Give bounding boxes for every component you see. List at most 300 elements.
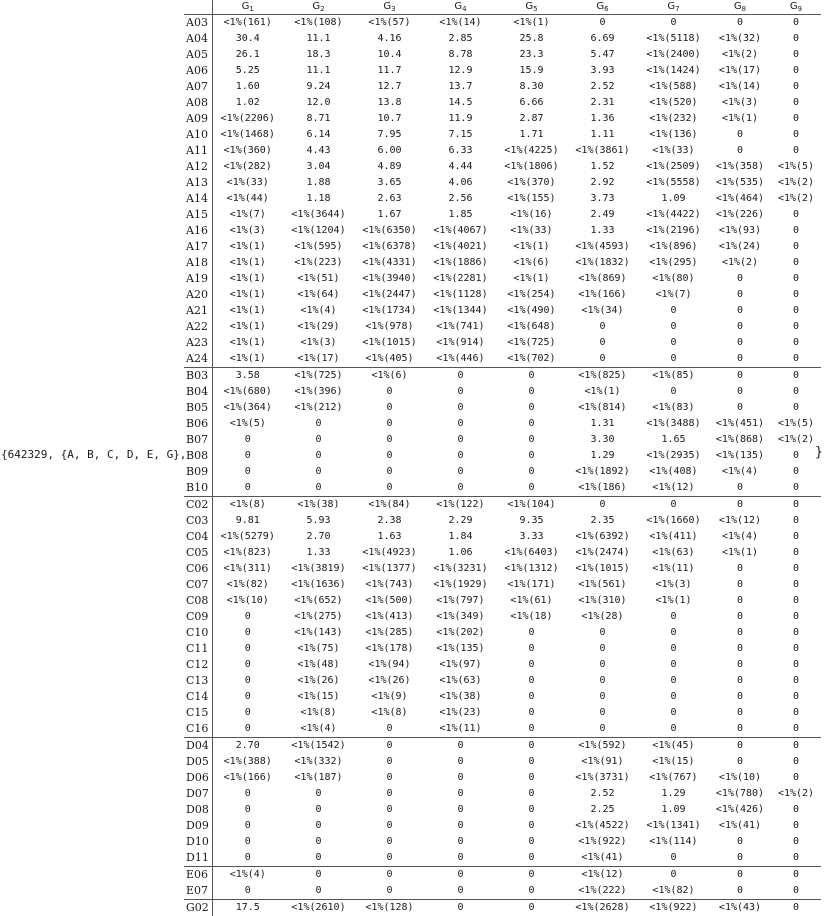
table-cell: 0 xyxy=(354,850,425,867)
table-row xyxy=(184,319,821,335)
table-cell: <1%(5) xyxy=(771,159,821,175)
table-cell: <1%(1636) xyxy=(283,577,354,593)
table-cell: <1%(1) xyxy=(212,335,283,351)
table-cell: 0 xyxy=(771,351,821,368)
table-cell: 5.47 xyxy=(567,47,638,63)
column-header-index: 6 xyxy=(604,5,608,13)
table-cell: 2.49 xyxy=(567,207,638,223)
table-cell: <1%(4593) xyxy=(567,239,638,255)
table-cell: <1%(922) xyxy=(567,834,638,850)
table-cell: 1.29 xyxy=(567,448,638,464)
table-cell: <1%(588) xyxy=(638,79,709,95)
table-cell: 0 xyxy=(425,850,496,867)
table-cell: <1%(3731) xyxy=(567,770,638,786)
table-cell: 1.31 xyxy=(567,416,638,432)
table-cell: <1%(32) xyxy=(709,31,771,47)
table-cell: <1%(1015) xyxy=(354,335,425,351)
table-cell: 0 xyxy=(425,416,496,432)
table-cell: <1%(295) xyxy=(638,255,709,271)
table-cell: <1%(2) xyxy=(709,255,771,271)
table-cell: 0 xyxy=(283,432,354,448)
table-cell: 0 xyxy=(771,673,821,689)
table-cell: <1%(2281) xyxy=(425,271,496,287)
table-cell: 0 xyxy=(567,351,638,368)
table-cell: 0 xyxy=(771,47,821,63)
table-cell: <1%(4) xyxy=(283,303,354,319)
table-cell: 2.56 xyxy=(425,191,496,207)
table-cell: <1%(349) xyxy=(425,609,496,625)
table-cell: 11.1 xyxy=(283,63,354,79)
table-cell: <1%(12) xyxy=(638,480,709,497)
table-cell: 0 xyxy=(496,770,567,786)
table-cell: 0 xyxy=(283,786,354,802)
table-cell: <1%(360) xyxy=(212,143,283,159)
column-header-g1 xyxy=(212,0,283,15)
table-cell: 0 xyxy=(496,384,567,400)
table-cell: 0 xyxy=(771,255,821,271)
row-label: B03 xyxy=(184,368,212,385)
table-cell: 0 xyxy=(212,432,283,448)
table-cell: 0 xyxy=(771,95,821,111)
row-label: C14 xyxy=(184,689,212,705)
table-cell: <1%(6392) xyxy=(567,529,638,545)
table-cell: <1%(91) xyxy=(567,754,638,770)
table-cell: 0 xyxy=(354,786,425,802)
table-cell: <1%(5118) xyxy=(638,31,709,47)
row-label: A14 xyxy=(184,191,212,207)
table-cell: 0 xyxy=(638,625,709,641)
table-cell: 0 xyxy=(425,384,496,400)
output-suffix: } xyxy=(815,445,823,461)
table-cell: <1%(561) xyxy=(567,577,638,593)
table-cell: 0 xyxy=(496,689,567,705)
table-cell: <1%(9) xyxy=(354,689,425,705)
output-prefix: {642329, {A, B, C, D, E, G}, xyxy=(1,447,186,463)
table-cell: <1%(15) xyxy=(283,689,354,705)
table-cell: 11.7 xyxy=(354,63,425,79)
table-cell: 0 xyxy=(771,689,821,705)
table-cell: <1%(33) xyxy=(496,223,567,239)
table-cell: <1%(741) xyxy=(425,319,496,335)
table-row xyxy=(184,143,821,159)
table-cell: 0 xyxy=(567,721,638,738)
table-cell: <1%(1542) xyxy=(283,738,354,755)
table-cell: 0 xyxy=(638,303,709,319)
table-row xyxy=(184,867,821,884)
table-cell: <1%(3819) xyxy=(283,561,354,577)
table-cell: 3.73 xyxy=(567,191,638,207)
table-row xyxy=(184,641,821,657)
row-label: A03 xyxy=(184,15,212,32)
table-row xyxy=(184,770,821,786)
table-cell: <1%(136) xyxy=(638,127,709,143)
table-cell: 0 xyxy=(709,15,771,32)
table-cell: 0 xyxy=(425,738,496,755)
header-row xyxy=(184,0,821,15)
row-label: C12 xyxy=(184,657,212,673)
table-cell: 17.5 xyxy=(212,900,283,916)
table-cell: 1.65 xyxy=(638,432,709,448)
table-cell: 12.0 xyxy=(283,95,354,111)
table-cell: 1.36 xyxy=(567,111,638,127)
table-cell: 0 xyxy=(496,834,567,850)
table-cell: 0 xyxy=(496,448,567,464)
table-cell: 0 xyxy=(567,641,638,657)
table-row xyxy=(184,15,821,32)
table-cell: 0 xyxy=(354,802,425,818)
table-cell: <1%(75) xyxy=(283,641,354,657)
table-cell: 2.63 xyxy=(354,191,425,207)
row-label: C03 xyxy=(184,513,212,529)
table-cell: <1%(2206) xyxy=(212,111,283,127)
table-cell: 5.93 xyxy=(283,513,354,529)
table-cell: 0 xyxy=(709,497,771,514)
table-cell: 0 xyxy=(425,448,496,464)
table-cell: 0 xyxy=(771,883,821,900)
table-row xyxy=(184,271,821,287)
table-cell: 0 xyxy=(771,79,821,95)
table-cell: 0 xyxy=(709,127,771,143)
row-label: C05 xyxy=(184,545,212,561)
table-cell: 3.33 xyxy=(496,529,567,545)
row-label: C02 xyxy=(184,497,212,514)
table-cell: 0 xyxy=(212,464,283,480)
table-cell: 26.1 xyxy=(212,47,283,63)
table-cell: 3.04 xyxy=(283,159,354,175)
column-header-letter: G xyxy=(790,1,798,12)
table-cell: 0 xyxy=(283,818,354,834)
table-cell: 11.9 xyxy=(425,111,496,127)
table-cell: <1%(592) xyxy=(567,738,638,755)
table-cell: <1%(451) xyxy=(709,416,771,432)
table-cell: 0 xyxy=(771,400,821,416)
table-cell: 1.33 xyxy=(283,545,354,561)
table-cell: <1%(12) xyxy=(567,867,638,884)
table-cell: 0 xyxy=(425,480,496,497)
table-cell: 0 xyxy=(771,593,821,609)
table-cell: 0 xyxy=(771,802,821,818)
table-cell: 0 xyxy=(771,738,821,755)
table-cell: <1%(3940) xyxy=(354,271,425,287)
table-cell: <1%(122) xyxy=(425,497,496,514)
table-cell: <1%(1806) xyxy=(496,159,567,175)
table-cell: <1%(1) xyxy=(709,545,771,561)
table-cell: <1%(405) xyxy=(354,351,425,368)
table-cell: 9.35 xyxy=(496,513,567,529)
table-cell: 0 xyxy=(771,657,821,673)
table-cell: <1%(4422) xyxy=(638,207,709,223)
row-label: A12 xyxy=(184,159,212,175)
table-cell: <1%(11) xyxy=(638,561,709,577)
table-cell: 0 xyxy=(425,834,496,850)
row-label: A08 xyxy=(184,95,212,111)
table-row xyxy=(184,497,821,514)
table-cell: 0 xyxy=(212,673,283,689)
table-cell: 0 xyxy=(283,464,354,480)
table-cell: 0 xyxy=(709,738,771,755)
table-cell: <1%(767) xyxy=(638,770,709,786)
table-cell: <1%(4) xyxy=(709,464,771,480)
table-row xyxy=(184,191,821,207)
table-cell: 0 xyxy=(709,351,771,368)
table-cell: <1%(2474) xyxy=(567,545,638,561)
table-cell: <1%(2628) xyxy=(567,900,638,916)
table-cell: 0 xyxy=(771,513,821,529)
table-cell: <1%(14) xyxy=(425,15,496,32)
table-cell: 10.7 xyxy=(354,111,425,127)
column-header-letter: G xyxy=(525,1,533,12)
table-cell: 0 xyxy=(771,223,821,239)
table-cell: 0 xyxy=(425,883,496,900)
table-cell: 7.95 xyxy=(354,127,425,143)
table-cell: <1%(490) xyxy=(496,303,567,319)
table-cell: <1%(3231) xyxy=(425,561,496,577)
table-cell: 3.93 xyxy=(567,63,638,79)
row-label: A10 xyxy=(184,127,212,143)
table-cell: <1%(1204) xyxy=(283,223,354,239)
table-cell: 0 xyxy=(354,834,425,850)
table-cell: 2.87 xyxy=(496,111,567,127)
column-header-index: 8 xyxy=(742,5,746,13)
table-cell: <1%(388) xyxy=(212,754,283,770)
table-cell: <1%(4522) xyxy=(567,818,638,834)
table-cell: <1%(3) xyxy=(212,223,283,239)
table-cell: <1%(61) xyxy=(496,593,567,609)
table-cell: <1%(868) xyxy=(709,432,771,448)
table-cell: 0 xyxy=(425,770,496,786)
table-cell: <1%(2196) xyxy=(638,223,709,239)
table-cell: 0 xyxy=(771,850,821,867)
table-cell: 0 xyxy=(771,529,821,545)
table-cell: <1%(396) xyxy=(283,384,354,400)
table-row xyxy=(184,416,821,432)
table-cell: 1.09 xyxy=(638,191,709,207)
table-cell: 1.88 xyxy=(283,175,354,191)
table-cell: 0 xyxy=(709,867,771,884)
table-cell: <1%(1015) xyxy=(567,561,638,577)
table-cell: 0 xyxy=(496,802,567,818)
row-label: B04 xyxy=(184,384,212,400)
table-cell: 1.85 xyxy=(425,207,496,223)
table-cell: <1%(446) xyxy=(425,351,496,368)
table-cell: 0 xyxy=(496,850,567,867)
table-cell: <1%(6) xyxy=(354,368,425,385)
table-cell: <1%(3861) xyxy=(567,143,638,159)
table-cell: 0 xyxy=(771,641,821,657)
table-cell: 0 xyxy=(425,368,496,385)
table-cell: <1%(166) xyxy=(212,770,283,786)
table-cell: <1%(1929) xyxy=(425,577,496,593)
table-cell: 0 xyxy=(496,900,567,916)
table-cell: <1%(1312) xyxy=(496,561,567,577)
table-row xyxy=(184,577,821,593)
row-label: A07 xyxy=(184,79,212,95)
table-row xyxy=(184,79,821,95)
table-cell: <1%(226) xyxy=(709,207,771,223)
table-cell: 2.38 xyxy=(354,513,425,529)
table-header xyxy=(184,0,821,15)
table-cell: <1%(1) xyxy=(212,239,283,255)
table-cell: 1.02 xyxy=(212,95,283,111)
table-row xyxy=(184,432,821,448)
table-cell: 0 xyxy=(638,689,709,705)
table-cell: <1%(1) xyxy=(638,593,709,609)
column-header-g8 xyxy=(709,0,771,15)
row-label: C08 xyxy=(184,593,212,609)
row-label: C13 xyxy=(184,673,212,689)
table-cell: 0 xyxy=(354,770,425,786)
table-cell: <1%(743) xyxy=(354,577,425,593)
table-cell: <1%(38) xyxy=(283,497,354,514)
table-row xyxy=(184,255,821,271)
table-cell: <1%(1) xyxy=(212,271,283,287)
table-cell: <1%(5) xyxy=(212,416,283,432)
table-cell: <1%(161) xyxy=(212,15,283,32)
table-cell: 6.69 xyxy=(567,31,638,47)
table-cell: <1%(311) xyxy=(212,561,283,577)
table-cell: <1%(94) xyxy=(354,657,425,673)
table-cell: 0 xyxy=(771,287,821,303)
table-cell: <1%(814) xyxy=(567,400,638,416)
table-cell: 0 xyxy=(425,867,496,884)
table-cell: <1%(869) xyxy=(567,271,638,287)
table-cell: 0 xyxy=(212,834,283,850)
row-label: B05 xyxy=(184,400,212,416)
table-cell: 0 xyxy=(771,15,821,32)
table-cell: <1%(83) xyxy=(638,400,709,416)
table-cell: 0 xyxy=(709,834,771,850)
table-cell: 0 xyxy=(212,786,283,802)
table-cell: <1%(310) xyxy=(567,593,638,609)
table-row xyxy=(184,705,821,721)
column-header-letter: G xyxy=(734,1,742,12)
row-label: A20 xyxy=(184,287,212,303)
table-cell: <1%(2) xyxy=(771,432,821,448)
table-cell: 0 xyxy=(709,384,771,400)
table-cell: 1.11 xyxy=(567,127,638,143)
table-cell: 2.85 xyxy=(425,31,496,47)
row-label: C04 xyxy=(184,529,212,545)
table-cell: 0 xyxy=(709,850,771,867)
table-cell: 0 xyxy=(638,705,709,721)
column-header-g9 xyxy=(771,0,821,15)
table-cell: 0 xyxy=(709,593,771,609)
row-label: C15 xyxy=(184,705,212,721)
table-cell: <1%(10) xyxy=(709,770,771,786)
table-cell: 0 xyxy=(771,867,821,884)
table-cell: <1%(104) xyxy=(496,497,567,514)
column-header-index: 5 xyxy=(533,5,537,13)
table-cell: 0 xyxy=(709,303,771,319)
table-row xyxy=(184,561,821,577)
table-cell: <1%(8) xyxy=(354,705,425,721)
table-row xyxy=(184,900,821,916)
table-cell: 0 xyxy=(354,721,425,738)
table-cell: 0 xyxy=(212,883,283,900)
table-cell: 1.06 xyxy=(425,545,496,561)
table-cell: 2.29 xyxy=(425,513,496,529)
table-cell: 14.5 xyxy=(425,95,496,111)
table-cell: 0 xyxy=(496,738,567,755)
table-cell: 0 xyxy=(771,319,821,335)
row-label: C09 xyxy=(184,609,212,625)
table-cell: 0 xyxy=(709,705,771,721)
table-cell: 0 xyxy=(567,689,638,705)
row-label: D11 xyxy=(184,850,212,867)
table-row xyxy=(184,448,821,464)
table-cell: <1%(10) xyxy=(212,593,283,609)
table-cell: <1%(1) xyxy=(212,319,283,335)
row-label: A06 xyxy=(184,63,212,79)
row-label: D05 xyxy=(184,754,212,770)
table-cell: <1%(63) xyxy=(638,545,709,561)
table-cell: 0 xyxy=(567,625,638,641)
table-cell: 2.92 xyxy=(567,175,638,191)
table-row xyxy=(184,175,821,191)
table-cell: 0 xyxy=(496,673,567,689)
table-row xyxy=(184,127,821,143)
table-row xyxy=(184,593,821,609)
column-header-letter: G xyxy=(312,1,320,12)
table-cell: <1%(1) xyxy=(212,255,283,271)
row-label: C10 xyxy=(184,625,212,641)
table-cell: <1%(520) xyxy=(638,95,709,111)
table-cell: 2.70 xyxy=(283,529,354,545)
table-cell: <1%(500) xyxy=(354,593,425,609)
table-cell: 0 xyxy=(771,818,821,834)
table-cell: <1%(26) xyxy=(354,673,425,689)
table-row xyxy=(184,689,821,705)
table-cell: 0 xyxy=(283,867,354,884)
table-cell: 0 xyxy=(496,867,567,884)
table-cell: 0 xyxy=(771,239,821,255)
table-cell: 0 xyxy=(638,335,709,351)
table-row xyxy=(184,223,821,239)
table-cell: <1%(1128) xyxy=(425,287,496,303)
table-cell: <1%(4067) xyxy=(425,223,496,239)
table-cell: 0 xyxy=(771,609,821,625)
column-header-g6 xyxy=(567,0,638,15)
table-cell: 30.4 xyxy=(212,31,283,47)
table-cell: 0 xyxy=(283,448,354,464)
table-cell: 11.1 xyxy=(283,31,354,47)
table-cell: 2.31 xyxy=(567,95,638,111)
table-cell: 0 xyxy=(638,384,709,400)
table-cell: <1%(7) xyxy=(212,207,283,223)
table-cell: 0 xyxy=(771,721,821,738)
table-cell: <1%(186) xyxy=(567,480,638,497)
table-cell: <1%(535) xyxy=(709,175,771,191)
table-cell: 0 xyxy=(496,721,567,738)
table-cell: 6.14 xyxy=(283,127,354,143)
row-label: B09 xyxy=(184,464,212,480)
table-cell: 0 xyxy=(771,561,821,577)
row-label: A22 xyxy=(184,319,212,335)
table-cell: 0 xyxy=(567,319,638,335)
table-cell: <1%(896) xyxy=(638,239,709,255)
table-cell: <1%(48) xyxy=(283,657,354,673)
table-cell: 0 xyxy=(212,641,283,657)
table-cell: <1%(1832) xyxy=(567,255,638,271)
table-cell: 0 xyxy=(354,448,425,464)
row-label: A04 xyxy=(184,31,212,47)
table-row xyxy=(184,47,821,63)
table-cell: <1%(212) xyxy=(283,400,354,416)
table-cell: <1%(222) xyxy=(567,883,638,900)
table-cell: <1%(15) xyxy=(638,754,709,770)
table-cell: 0 xyxy=(354,818,425,834)
table-cell: 0 xyxy=(496,432,567,448)
